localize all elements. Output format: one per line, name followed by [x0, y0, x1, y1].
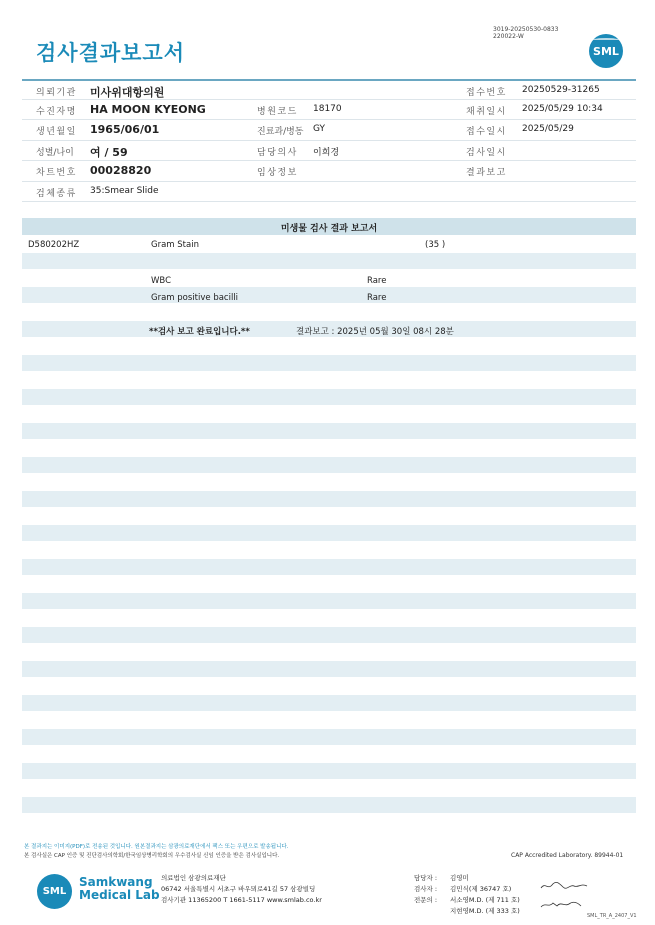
staff-label: 검사자 : [414, 885, 438, 893]
result-report-time: 결과보고 : 2025년 05월 30일 08시 28분 [296, 327, 454, 337]
staff-value: 김민식(제 36747 호) [450, 885, 512, 893]
footer-note-certification: 본 검사실은 CAP 인증 및 진단검사의학회/한국임상병리학회의 우수검사실 신임 인증을 받은 검사실입니다. [24, 853, 280, 859]
brand-line2: Medical Lab [79, 888, 160, 902]
value-department: GY [313, 124, 326, 134]
label-receipt-number: 접수번호 [466, 88, 507, 98]
value-patient-name: HA MOON KYEONG [90, 102, 206, 116]
label-receipt-time: 접수일시 [466, 127, 507, 137]
cap-accreditation: CAP Accredited Laboratory. 89944-01 [511, 852, 624, 859]
org-name: 의료법인 삼광의료재단 [161, 874, 226, 882]
signature-icon [539, 898, 583, 910]
info-row [22, 161, 636, 182]
result-item-name: Gram positive bacilli [151, 293, 239, 303]
document-code [493, 26, 558, 40]
label-collection-time: 채취일시 [466, 106, 507, 117]
staff-value: 지현영M.D. (제 333 호) [450, 907, 520, 915]
value-receipt-number: 20250529-31265 [522, 85, 600, 95]
patient-info-table [22, 79, 636, 202]
label-hospital-code: 병원코드 [257, 106, 298, 117]
stripe [22, 763, 636, 779]
stripe [22, 797, 636, 813]
stripe [22, 627, 636, 643]
section-title: 미생물 검사 결과 보고서 [22, 218, 636, 235]
signature-icon [539, 880, 589, 892]
result-item-value: Rare [367, 276, 387, 286]
label-department: 진료과/병동 [257, 127, 304, 137]
test-code: D580202HZ [28, 240, 80, 250]
value-hospital-code: 18170 [313, 103, 342, 114]
stripe [22, 287, 636, 303]
stripe [22, 389, 636, 405]
info-row [22, 182, 636, 203]
stripe [22, 593, 636, 609]
document-code-line2: 220022-W [493, 33, 524, 40]
info-row [22, 120, 636, 141]
stripe [22, 355, 636, 371]
stripe [22, 661, 636, 677]
label-patient-name: 수진자명 [36, 106, 77, 117]
footer-note-pdf: 본 결과지는 이미지(PDF)로 전송된 것입니다. 원본결과지는 삼광의료재단에서 팩스 또는 우편으로 발송됩니다. [24, 844, 289, 850]
value-receipt-time: 2025/05/29 [522, 124, 574, 134]
info-row [22, 141, 636, 162]
org-address: 06742 서울특별시 서초구 바우뫼로41길 57 삼광빌딩 [161, 885, 316, 893]
label-sex-age: 성별/나이 [36, 147, 74, 158]
label-chart-number: 차트번호 [36, 168, 77, 178]
stripe [22, 423, 636, 439]
info-row [22, 79, 636, 100]
brand-name [79, 876, 160, 902]
label-clinical-info: 임상정보 [257, 168, 298, 178]
test-name: Gram Stain [151, 240, 199, 250]
staff-label: 담당자 : [414, 874, 438, 882]
test-reference: (35 ) [425, 240, 446, 250]
value-specimen-type: 35:Smear Slide [90, 185, 159, 196]
value-requesting-org: 미사위대항의원 [90, 86, 165, 99]
stripe [22, 253, 636, 269]
stripe [22, 457, 636, 473]
label-result-report: 결과보고 [466, 168, 507, 178]
document-code-line1: 3019-20250530-0833 [493, 26, 559, 33]
stripe [22, 729, 636, 745]
sml-logo-icon: SML [37, 874, 72, 909]
value-chart-number: 00028820 [90, 164, 152, 177]
stripe [22, 491, 636, 507]
form-code: SML_TR_A_2407_V1 [587, 913, 637, 919]
completion-note: **검사 보고 완료입니다.** [149, 327, 250, 337]
stripe [22, 695, 636, 711]
label-specimen-type: 검체종류 [36, 188, 77, 199]
result-item-name: WBC [151, 276, 172, 286]
label-birth-date: 생년월일 [36, 127, 77, 137]
value-doctor: 이희경 [313, 147, 340, 158]
staff-value: 서소영M.D. (제 711 호) [450, 896, 520, 904]
report-title: 검사결과보고서 [36, 41, 186, 65]
value-birth-date: 1965/06/01 [90, 123, 160, 136]
brand-line1: Samkwang [79, 875, 153, 889]
info-row [22, 100, 636, 121]
staff-label: 전문의 : [414, 896, 438, 904]
label-test-time: 검사일시 [466, 147, 507, 158]
org-contact: 검사기관 11365200 T 1661-5117 www.smlab.co.kr [161, 896, 322, 904]
value-collection-time: 2025/05/29 10:34 [522, 103, 603, 114]
label-doctor: 담당의사 [257, 147, 298, 158]
sml-logo-icon: SML [589, 34, 623, 68]
label-requesting-org: 의뢰기관 [36, 88, 77, 98]
stripe [22, 559, 636, 575]
result-item-value: Rare [367, 293, 387, 303]
staff-value: 김영미 [450, 874, 469, 882]
stripe [22, 525, 636, 541]
value-sex-age: 여 / 59 [90, 145, 128, 159]
